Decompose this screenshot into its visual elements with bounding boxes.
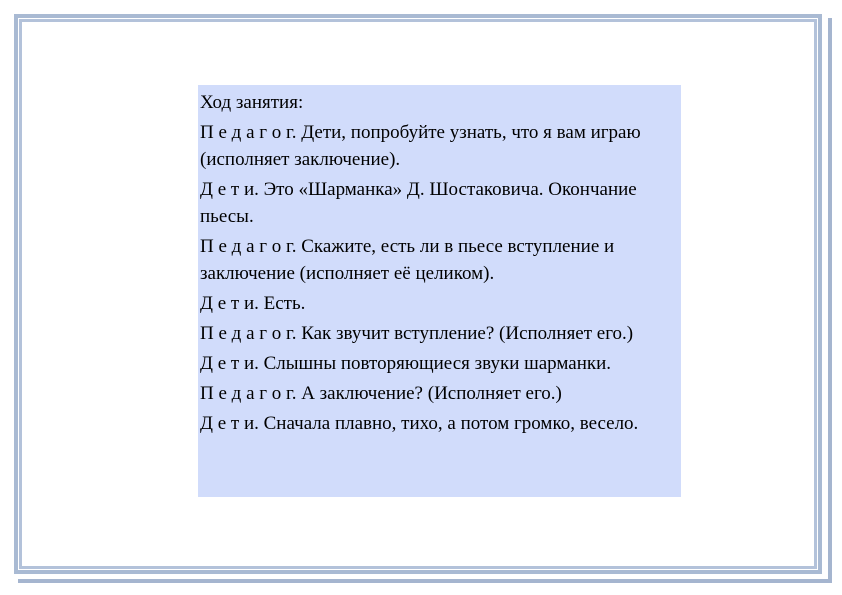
dialog-text: А заключение? (Исполняет его.) <box>301 383 562 404</box>
dialog-speaker: Д е т и. <box>200 353 259 374</box>
dialog-line <box>200 320 678 347</box>
dialog-speaker: П е д а г о г. <box>200 323 297 344</box>
dialog-line <box>200 380 678 407</box>
dialog-text: Дети, попробуйте узнать, что я вам играю (исполняет заключение). <box>200 122 641 170</box>
dialog-speaker: Д е т и. <box>200 293 259 314</box>
dialog-text: Это «Шарманка» Д. Шостаковича. Окончание пьесы. <box>200 179 637 227</box>
dialog-speaker: Д е т и. <box>200 179 259 200</box>
dialog-text: Как звучит вступление? (Исполняет его.) <box>301 323 634 344</box>
dialog-line <box>200 350 678 377</box>
dialog-line <box>200 290 678 317</box>
dialog-text: Слышны повторяющиеся звуки шарманки. <box>263 353 612 374</box>
dialog-speaker: П е д а г о г. <box>200 236 297 257</box>
dialog-text: Сначала плавно, тихо, а потом громко, весело. <box>263 413 639 434</box>
dialog-speaker: П е д а г о г. <box>200 383 297 404</box>
dialog-line <box>200 233 678 287</box>
dialog-speaker: П е д а г о г. <box>200 122 297 143</box>
dialog-text: Есть. <box>263 293 306 314</box>
lesson-text-box <box>198 85 681 497</box>
dialog-line <box>200 119 678 173</box>
slide-frame-shadow-bottom <box>18 579 832 583</box>
lesson-header: Ход занятия: <box>200 92 304 113</box>
dialog-text: Скажите, есть ли в пьесе вступление и заключение (исполняет её целиком). <box>200 236 615 284</box>
dialog-line <box>200 176 678 230</box>
slide-frame-shadow-right <box>828 18 832 583</box>
dialog-speaker: Д е т и. <box>200 413 259 434</box>
dialog-line <box>200 410 678 437</box>
